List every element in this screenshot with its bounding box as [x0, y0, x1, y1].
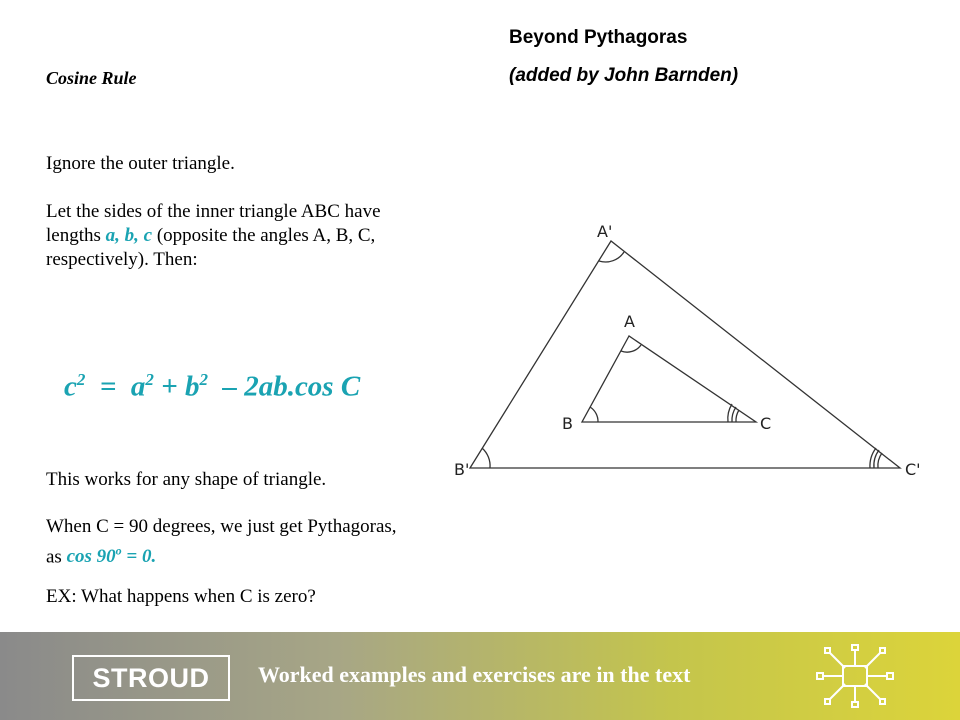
label-inner-a: A — [624, 312, 635, 331]
when-cos-sup: o — [115, 544, 122, 558]
formula-b: b — [184, 370, 200, 403]
formula-eq: = — [85, 370, 131, 403]
triangle-figure — [440, 210, 930, 490]
formula-a: a — [130, 370, 146, 403]
formula-b-exp: 2 — [199, 370, 208, 389]
stroud-logo: STROUD — [72, 655, 230, 701]
when-cos — [67, 546, 157, 567]
paragraph-ignore: Ignore the outer triangle. — [46, 153, 235, 174]
paragraph-when — [46, 515, 416, 569]
when-cos-text: cos 90 — [66, 546, 116, 568]
label-outer-c: C' — [905, 460, 921, 479]
sides-variables: a, b, c — [105, 225, 153, 246]
formula-a-exp: 2 — [145, 370, 154, 389]
when-cos-end: = 0. — [121, 546, 157, 568]
outer-angle-b-mark — [482, 448, 490, 468]
outer-triangle — [470, 241, 900, 468]
heading-title: Beyond Pythagoras — [509, 27, 688, 48]
section-title: Cosine Rule — [46, 68, 137, 88]
slide-heading — [509, 26, 738, 88]
paragraph-works: This works for any shape of triangle. — [46, 469, 327, 490]
label-inner-b: B — [562, 414, 573, 433]
paragraph-sides — [46, 200, 416, 272]
formula-rest: – 2ab.cos C — [207, 370, 361, 403]
label-inner-c: C — [760, 414, 772, 433]
when-prefix: When C = 90 degrees, we just get Pythagoras, as — [46, 516, 397, 568]
paragraph-exercise: EX: What happens when C is zero? — [46, 586, 316, 607]
label-outer-a: A' — [597, 222, 613, 241]
formula-c: c — [64, 370, 77, 403]
heading-subtitle: (added by John Barnden) — [509, 65, 739, 86]
inner-angle-b-mark — [590, 407, 598, 422]
sides-suffix: (opposite the angles A, B, C, respectively). Then: — [46, 225, 376, 270]
formula-c-exp: 2 — [76, 370, 86, 389]
formula-plus: + — [153, 370, 185, 403]
footer-note: Worked examples and exercises are in the text — [258, 662, 691, 687]
label-outer-b: B' — [454, 460, 470, 479]
outer-angle-c-mark — [870, 448, 882, 468]
footer-bar — [0, 632, 960, 720]
cosine-rule-formula — [64, 370, 360, 404]
sides-prefix: Let the sides of the inner triangle ABC have lengths — [46, 201, 381, 246]
navigation-icon[interactable] — [815, 640, 895, 712]
